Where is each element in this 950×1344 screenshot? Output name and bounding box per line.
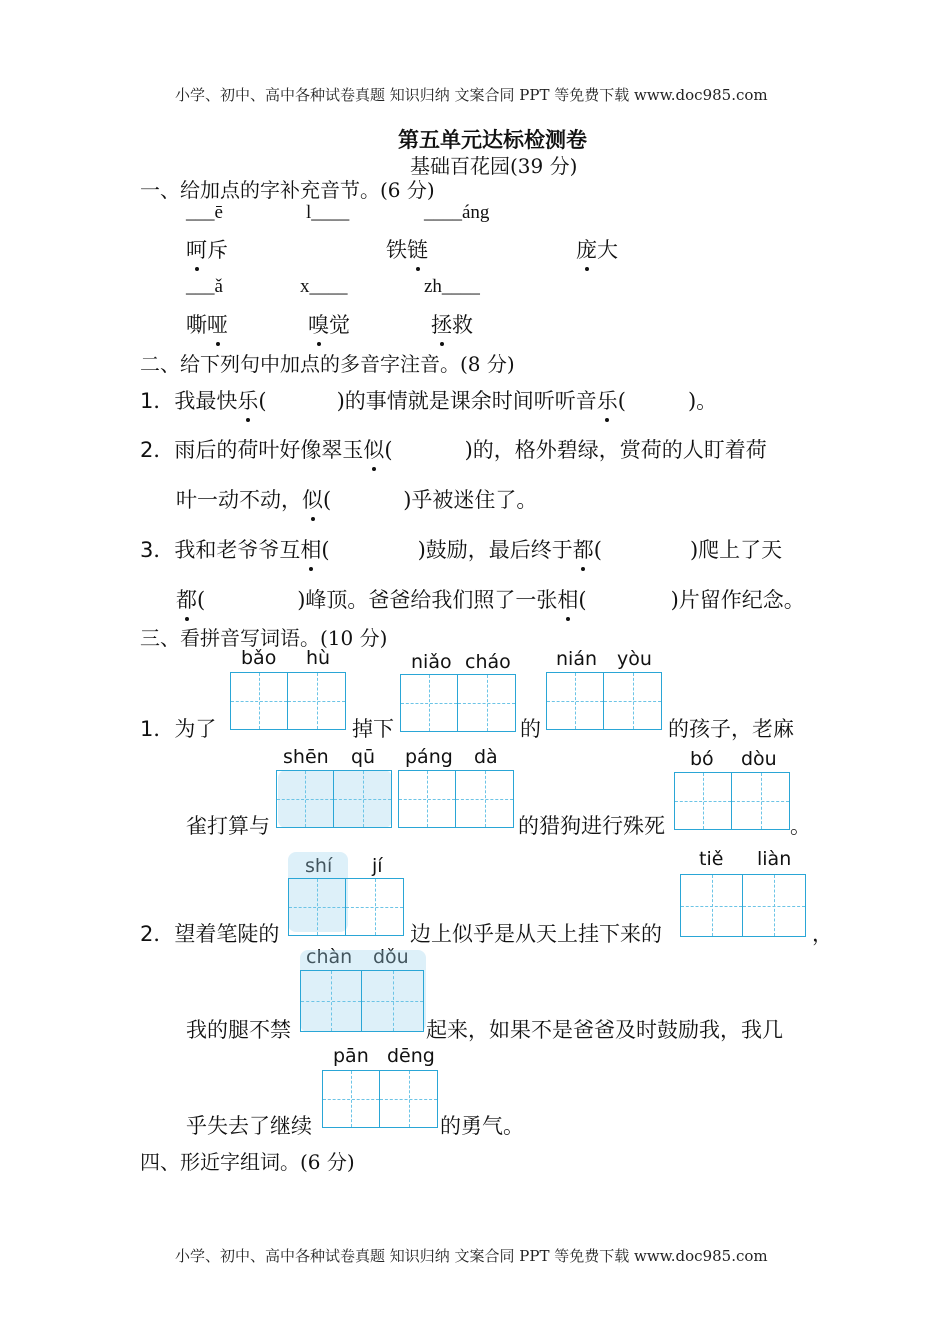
blank-2-2: x____ — [300, 276, 348, 297]
pinyin-3: niǎo — [411, 651, 452, 673]
pinyin-18: dǒu — [373, 946, 409, 968]
pinyin-14: jí — [372, 855, 383, 877]
writing-grid-4[interactable] — [276, 770, 392, 828]
blank-1-3: ____áng — [424, 202, 490, 223]
pinyin-6: yòu — [617, 648, 652, 670]
q3-1-line1-c: 的 — [520, 717, 541, 741]
blank-2-1: ___ǎ — [186, 276, 223, 297]
header-banner: 小学、初中、高中各种试卷真题 知识归纳 文案合同 PPT 等免费下载 www.doc985.com — [175, 86, 768, 104]
writing-grid-10[interactable] — [322, 1070, 438, 1128]
q3-2-line1-c: ， — [812, 922, 833, 946]
q3-1-line1-a: 1．为了 — [140, 717, 217, 741]
pinyin-12: dòu — [741, 748, 777, 770]
pinyin-15: tiě — [699, 848, 724, 870]
blank-1-2: l____ — [306, 202, 350, 223]
pinyin-20: dēng — [387, 1045, 435, 1067]
pinyin-17: chàn — [306, 946, 353, 968]
writing-grid-5[interactable] — [398, 770, 514, 828]
pinyin-7: shēn — [283, 746, 329, 768]
q3-1-line2-c: 。 — [790, 814, 811, 838]
writing-grid-9[interactable] — [300, 970, 424, 1032]
section-3-heading: 三、看拼音写词语。(10 分) — [140, 626, 388, 650]
word-2-3: 拯救 — [431, 309, 473, 339]
q3-1-line2-a: 雀打算与 — [186, 814, 270, 838]
page-subtitle: 基础百花园(39 分) — [410, 154, 578, 178]
question-2-3-line2: 都( )峰顶。爸爸给我们照了一张相( )片留作纪念。 — [176, 584, 805, 614]
q3-1-line2-b: 的猎狗进行殊死 — [518, 814, 665, 838]
writing-grid-1[interactable] — [230, 672, 346, 730]
writing-grid-8[interactable] — [680, 874, 806, 937]
q3-2-line3-b: 的勇气。 — [440, 1114, 524, 1138]
section-1-title: 一、给加点的字补充音节。 — [140, 178, 380, 202]
writing-grid-7[interactable] — [288, 878, 404, 936]
q3-2-line1-b: 边上似乎是从天上挂下来的 — [410, 922, 662, 946]
word-1-1: 呵斥 — [186, 234, 228, 264]
pinyin-8: qū — [351, 746, 376, 768]
pinyin-4: cháo — [465, 651, 511, 673]
q3-1-line1-b: 掉下 — [352, 717, 394, 741]
section-1-heading — [140, 174, 435, 203]
pinyin-11: bó — [690, 748, 714, 770]
q3-2-line3-a: 乎失去了继续 — [186, 1114, 312, 1138]
pinyin-10: dà — [474, 746, 498, 768]
q3-2-line2-a: 我的腿不禁 — [186, 1018, 291, 1042]
word-2-1: 嘶哑 — [186, 309, 228, 339]
q3-2-line1-a: 2．望着笔陡的 — [140, 922, 280, 946]
pinyin-16: liàn — [757, 848, 792, 870]
question-2-3: 3．我和老爷爷互相( )鼓励，最后终于都( )爬上了天 — [140, 534, 782, 564]
q3-2-line2-b: 起来，如果不是爸爸及时鼓励我，我几 — [426, 1018, 783, 1042]
word-2-2: 嗅觉 — [308, 309, 350, 339]
pinyin-5: nián — [556, 648, 598, 670]
question-2-1: 1．我最快乐( )的事情就是课余时间听听音乐( )。 — [140, 385, 717, 415]
word-1-3: 庞大 — [576, 234, 618, 264]
page-title: 第五单元达标检测卷 — [398, 128, 587, 152]
word-1-2: 铁链 — [386, 234, 428, 264]
q3-1-line1-d: 的孩子，老麻 — [668, 717, 794, 741]
writing-grid-6[interactable] — [674, 772, 790, 830]
section-1-points: (6 分) — [380, 178, 435, 202]
blank-2-3: zh____ — [424, 276, 480, 297]
footer-banner: 小学、初中、高中各种试卷真题 知识归纳 文案合同 PPT 等免费下载 www.doc985.com — [175, 1247, 768, 1265]
pinyin-19: pān — [333, 1045, 369, 1067]
pinyin-2: hù — [306, 647, 331, 669]
pinyin-13: shí — [305, 855, 333, 877]
writing-grid-2[interactable] — [400, 674, 516, 732]
question-2-2: 2．雨后的荷叶好像翠玉似( )的，格外碧绿，赏荷的人盯着荷 — [140, 434, 767, 464]
section-4-heading: 四、形近字组词。(6 分) — [140, 1150, 355, 1174]
pinyin-9: páng — [405, 746, 453, 768]
section-2-heading: 二、给下列句中加点的多音字注音。(8 分) — [140, 352, 515, 376]
writing-grid-3[interactable] — [546, 672, 662, 730]
pinyin-1: bǎo — [241, 647, 277, 669]
blank-1-1: ___ē — [186, 202, 223, 223]
question-2-2-line2: 叶一动不动，似( )乎被迷住了。 — [176, 484, 537, 514]
